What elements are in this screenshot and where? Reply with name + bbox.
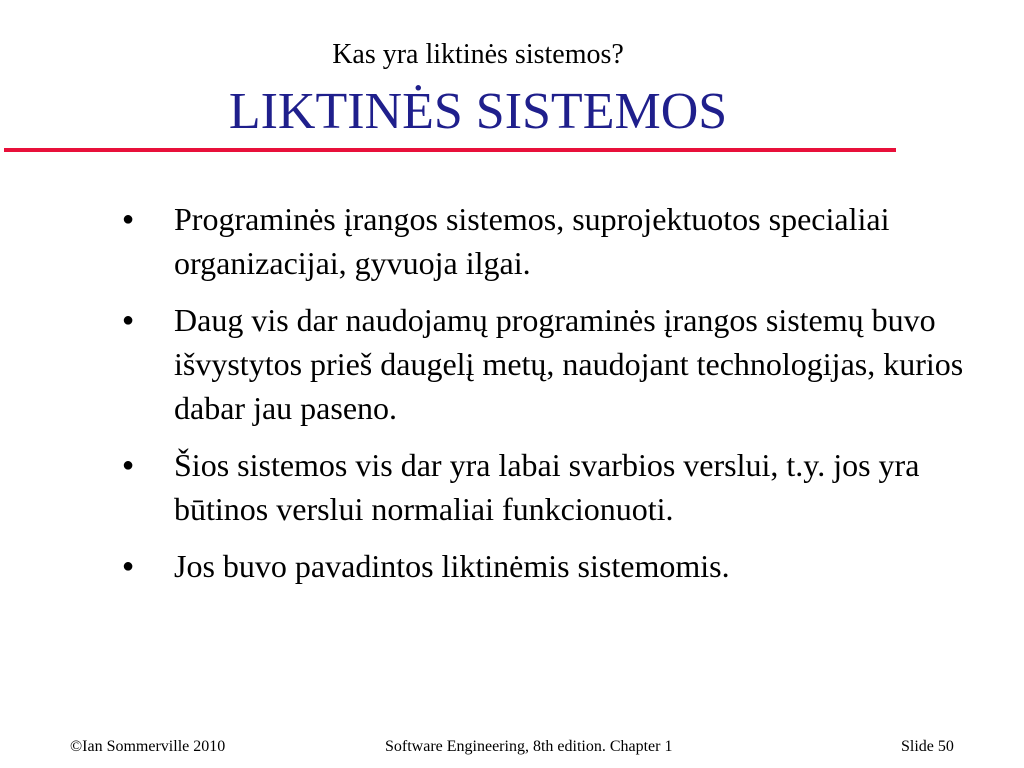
bullet-item xyxy=(118,298,988,430)
footer-book-title: Software Engineering, 8th edition. Chapter 1 xyxy=(385,738,673,755)
bullet-item xyxy=(118,197,988,285)
bullet-text: Šios sistemos vis dar yra labai svarbios verslui, t.y. jos yra būtinos verslui normaliai funkcionuoti. xyxy=(174,447,920,527)
footer-copyright: ©Ian Sommerville 2010 xyxy=(70,738,226,755)
bullet-icon: ● xyxy=(122,555,135,577)
bullet-item xyxy=(118,544,988,588)
bullet-icon: ● xyxy=(122,309,135,331)
bullet-list xyxy=(118,197,988,601)
footer-slide-number: Slide 50 xyxy=(901,738,954,755)
bullet-icon: ● xyxy=(122,454,135,476)
slide-subtitle: Kas yra liktinės sistemos? xyxy=(332,39,624,70)
title-divider xyxy=(4,148,896,152)
bullet-text: Programinės įrangos sistemos, suprojektuotos specialiai organizacijai, gyvuoja ilgai. xyxy=(174,201,890,281)
bullet-text: Jos buvo pavadintos liktinėmis sistemomis. xyxy=(174,548,730,584)
bullet-item xyxy=(118,443,988,531)
slide-title: LIKTINĖS SISTEMOS xyxy=(228,83,728,140)
bullet-icon: ● xyxy=(122,208,135,230)
bullet-text: Daug vis dar naudojamų programinės įrangos sistemų buvo išvystytos prieš daugelį metų, naudojant technologijas, kurios dabar jau paseno. xyxy=(174,302,964,426)
